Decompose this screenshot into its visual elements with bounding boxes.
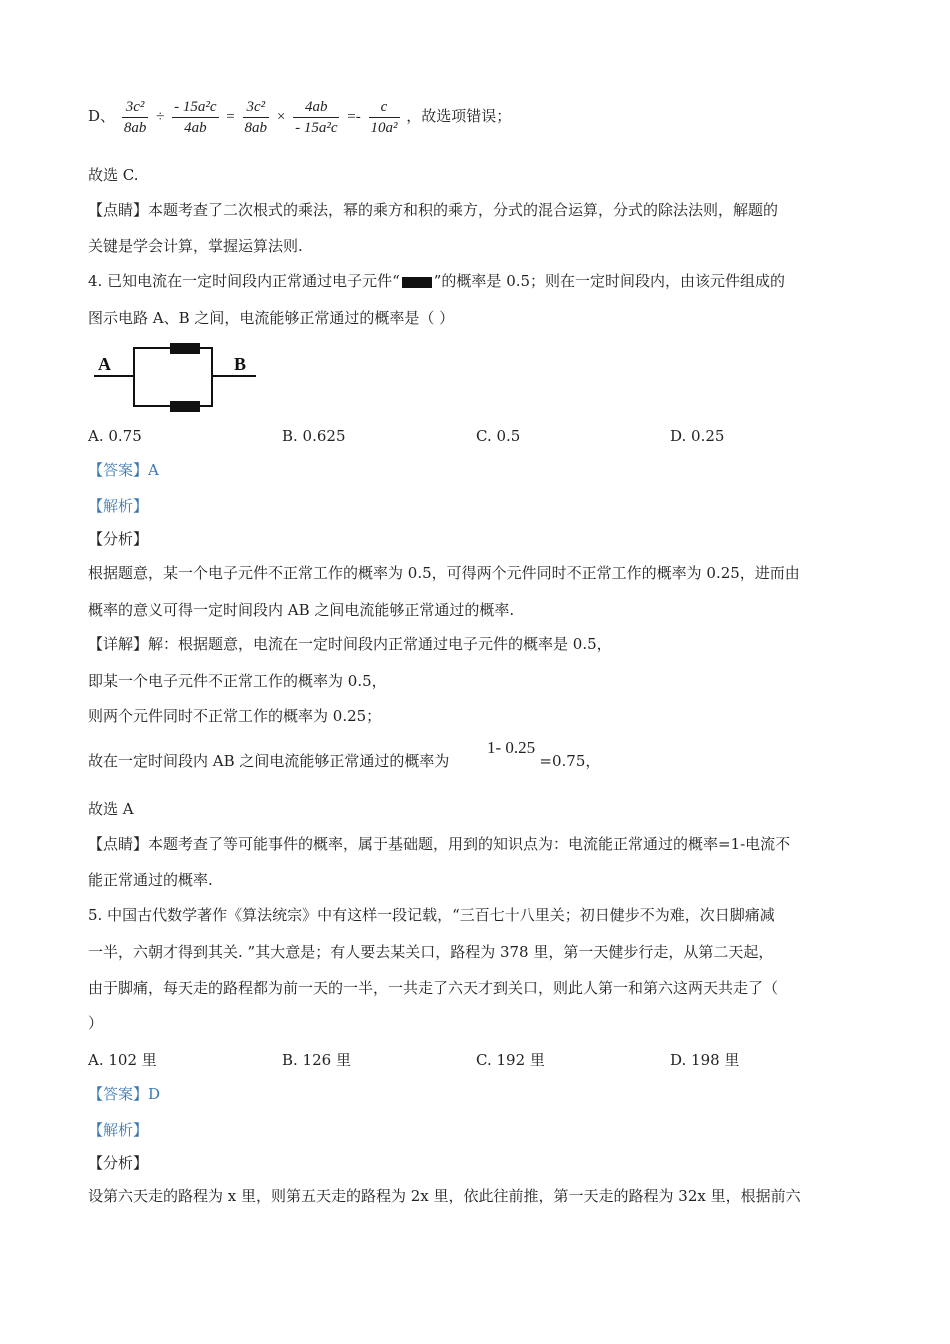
q5-option-a: A. 102 里 <box>88 1051 157 1069</box>
divide-sign: ÷ <box>156 109 165 125</box>
q4-detail-line-2: 即某一个电子元件不正常工作的概率为 0.5， <box>88 672 387 690</box>
q5-fenxi-tag: 【分析】 <box>88 1154 149 1172</box>
q4-option-c: C. 0.5 <box>476 427 521 445</box>
q4-fenxi-line-1: 根据题意，某一个电子元件不正常工作的概率为 0.5，可得两个元件同时不正常工作的概率为 0.25，进而由 <box>88 564 800 582</box>
equals-neg-sign: =- <box>347 109 361 125</box>
q5-stem-line-1: 5. 中国古代数学著作《算法统宗》中有这样一段记载，“三百七十八里关；初日健步不为难，次日脚痛减 <box>88 906 775 924</box>
q4-option-b: B. 0.625 <box>282 427 346 445</box>
q4-stem-line-1 <box>88 271 785 291</box>
q5-option-b: B. 126 里 <box>282 1051 351 1069</box>
circuit-label-a: A <box>98 354 111 374</box>
q5-option-c: C. 192 里 <box>476 1051 545 1069</box>
q5-analysis-tag: 【解析】 <box>88 1121 149 1139</box>
q4-stem-part-a: 4. 已知电流在一定时间段内正常通过电子元件“ <box>88 272 400 290</box>
q4-stem-line-2: 图示电路 A、B 之间，电流能够正常通过的概率是（ ） <box>88 309 455 327</box>
q4-detail-4-text: 故在一定时间段内 AB 之间电流能够正常通过的概率为 <box>88 752 450 770</box>
resistor-element-icon <box>402 277 432 288</box>
bottom-resistor-icon <box>170 401 200 412</box>
q3-d-prefix: D、 <box>88 107 116 125</box>
q5-option-d: D. 198 里 <box>670 1051 740 1069</box>
q3-comment-line-2: 关键是学会计算，掌握运算法则. <box>88 237 303 255</box>
q4-choose: 故选 A <box>88 800 134 818</box>
q4-option-d: D. 0.25 <box>670 427 725 445</box>
fraction-2: $\frac{\text{- 15a²c}}{4ab}$ <box>174 98 217 136</box>
q4-detail-expression: 1- 0.25 <box>487 738 536 757</box>
q5-answer: 【答案】D <box>88 1085 161 1103</box>
q5-stem-line-2: 一半，六朝才得到其关. ”其大意是；有人要去某关口，路程为 378 里，第一天健步行走，从第二天起， <box>88 943 774 961</box>
q4-fenxi-line-2: 概率的意义可得一定时间段内 AB 之间电流能够正常通过的概率. <box>88 601 515 619</box>
q3-d-suffix: ，故选项错误； <box>406 107 512 125</box>
q4-detail-4-end: =0.75， <box>539 752 601 770</box>
q4-detail-line-3: 则两个元件同时不正常工作的概率为 0.25； <box>88 707 382 725</box>
q3-comment-line-1: 【点睛】本题考查了二次根式的乘法，幂的乘方和积的乘方，分式的混合运算，分式的除法法则，解题的 <box>88 201 779 219</box>
q4-answer: 【答案】A <box>88 461 159 479</box>
q5-stem-line-4: ） <box>88 1014 104 1032</box>
q4-comment-line-1: 【点睛】本题考查了等可能事件的概率，属于基础题，用到的知识点为：电流能正常通过的概率=1-电流不 <box>88 835 791 853</box>
q4-analysis-tag: 【解析】 <box>88 497 149 515</box>
equals-sign: = <box>226 109 235 125</box>
q5-stem-line-3: 由于脚痛，每天走的路程都为前一天的一半，一共走了六天才到关口，则此人第一和第六这两天共走了（ <box>88 979 779 997</box>
fraction-4: $\frac{4ab}{\text{- 15a²c}}$ <box>295 98 338 136</box>
q4-option-a: A. 0.75 <box>88 427 142 445</box>
circuit-diagram <box>88 338 263 418</box>
fraction-5: $\frac{c}{\text{10a²}}$ <box>370 98 398 136</box>
fraction-3: $\frac{\text{3c²}}{8ab}$ <box>244 98 268 136</box>
q4-detail-line-1: 【详解】解：根据题意，电流在一定时间段内正常通过电子元件的概率是 0.5， <box>88 635 612 653</box>
fraction-1: $\frac{\text{3c²}}{8ab}$ <box>123 98 147 136</box>
top-resistor-icon <box>170 343 200 354</box>
q3-option-d <box>88 94 511 139</box>
q4-stem-part-b: ”的概率是 0.5；则在一定时间段内，由该元件组成的 <box>433 272 786 290</box>
q4-comment-line-2: 能正常通过的概率. <box>88 871 213 889</box>
q5-fenxi-line-1: 设第六天走的路程为 x 里，则第五天走的路程为 2x 里，依此往前推，第一天走的路程为 32x 里，根据前六 <box>88 1187 801 1205</box>
times-sign: × <box>276 109 286 125</box>
q3-choose: 故选 C. <box>88 166 139 184</box>
q4-fenxi-tag: 【分析】 <box>88 530 149 548</box>
circuit-label-b: B <box>234 354 247 374</box>
